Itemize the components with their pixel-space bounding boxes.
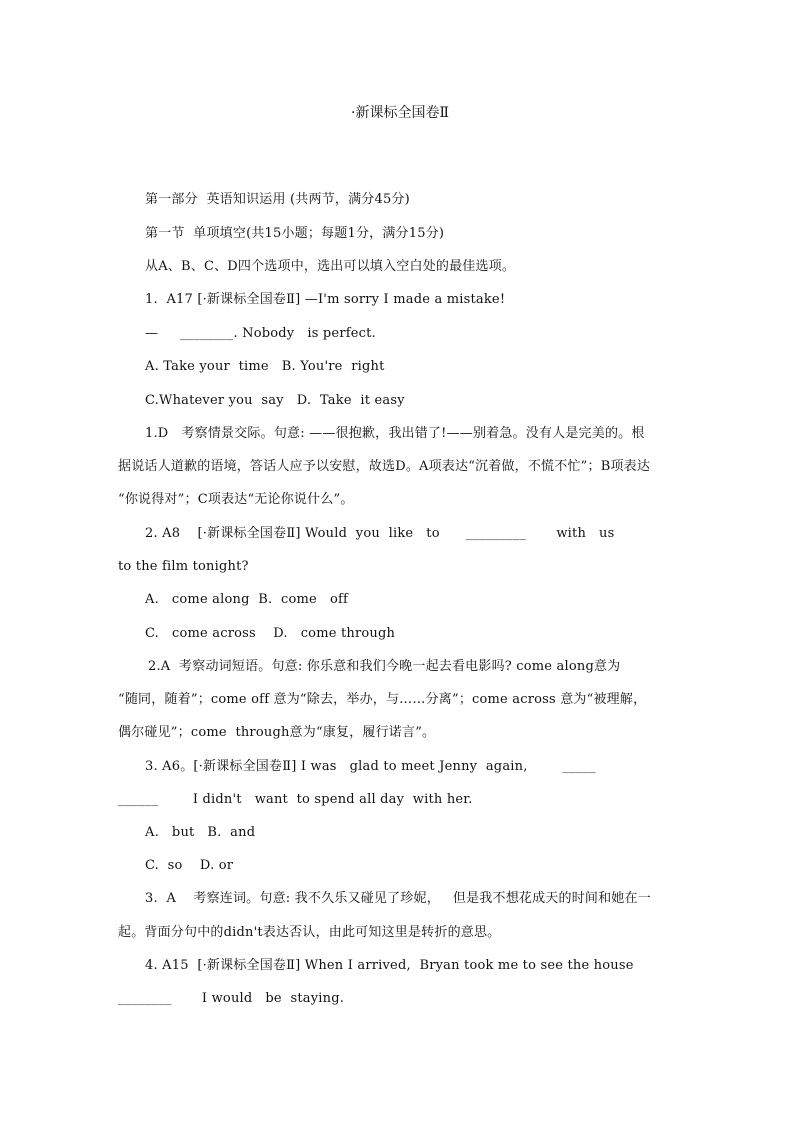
instructions: 从A、B、C、D四个选项中，选出可以填入空白处的最佳选项。 [145,259,516,274]
question-1-options-cd: C.Whatever you say D. Take it easy [145,393,405,408]
answer-2-line-2: “随同，随着”；come off 意为“除去，举办，与……分离”；come across 意为“被理解， [118,692,647,707]
question-3-options-ab: A. but B. and [145,825,256,840]
question-2-options-ab: A. come along B. come off [145,592,348,607]
page-title: ·新课标全国卷Ⅱ [351,105,449,121]
question-1-response: — ________. Nobody is perfect. [145,326,376,341]
question-3-options-cd: C. so D. or [145,858,234,873]
question-3-stem: 3. A6。[·新课标全国卷Ⅱ] I was glad to meet Jenny again, _____ [145,759,596,774]
section-heading: 第一部分 英语知识运用 (共两节，满分45分) [145,192,410,207]
question-4-stem: 4. A15 [·新课标全国卷Ⅱ] When I arrived, Bryan took me to see the house [145,958,634,973]
question-3-stem-cont: ______ I didn't want to spend all day with her. [118,792,473,807]
answer-3-line-1: 3. A 考察连词。句意: 我不久乐又碰见了珍妮， 但是我不想花成天的时间和她在一 [145,891,651,906]
answer-2-line-1: 2.A 考察动词短语。句意: 你乐意和我们今晚一起去看电影吗? come along意为 [148,659,621,674]
answer-1-line-3: “你说得对”；C项表达“无论你说什么”。 [118,492,354,507]
answer-3-line-2: 起。背面分句中的didn't表达否认，由此可知这里是转折的意思。 [118,925,501,940]
question-2-options-cd: C. come across D. come through [145,626,396,641]
answer-2-line-3: 偶尔碰见”；come through意为“康复，履行诺言”。 [118,725,436,740]
question-1-stem: 1. A17 [·新课标全国卷Ⅱ] —I'm sorry I made a mistake! [145,292,506,307]
question-1-options-ab: A. Take your time B. You're right [145,359,385,374]
answer-1-line-2: 据说话人道歉的语境，答话人应予以安慰，故选D。A项表达“沉着做，不慌不忙”；B项表达 [118,459,651,474]
question-4-stem-cont: ________ I would be staying. [118,991,345,1006]
question-2-stem-cont: to the film tonight? [118,559,249,574]
question-2-stem: 2. A8 [·新课标全国卷Ⅱ] Would you like to _________ with us [145,526,615,541]
answer-1-line-1: 1.D 考察情景交际。句意: ——很抱歉，我出错了!——别着急。没有人是完美的。根 [145,426,645,441]
subsection-heading: 第一节 单项填空(共15小题；每题1分，满分15分) [145,226,445,241]
